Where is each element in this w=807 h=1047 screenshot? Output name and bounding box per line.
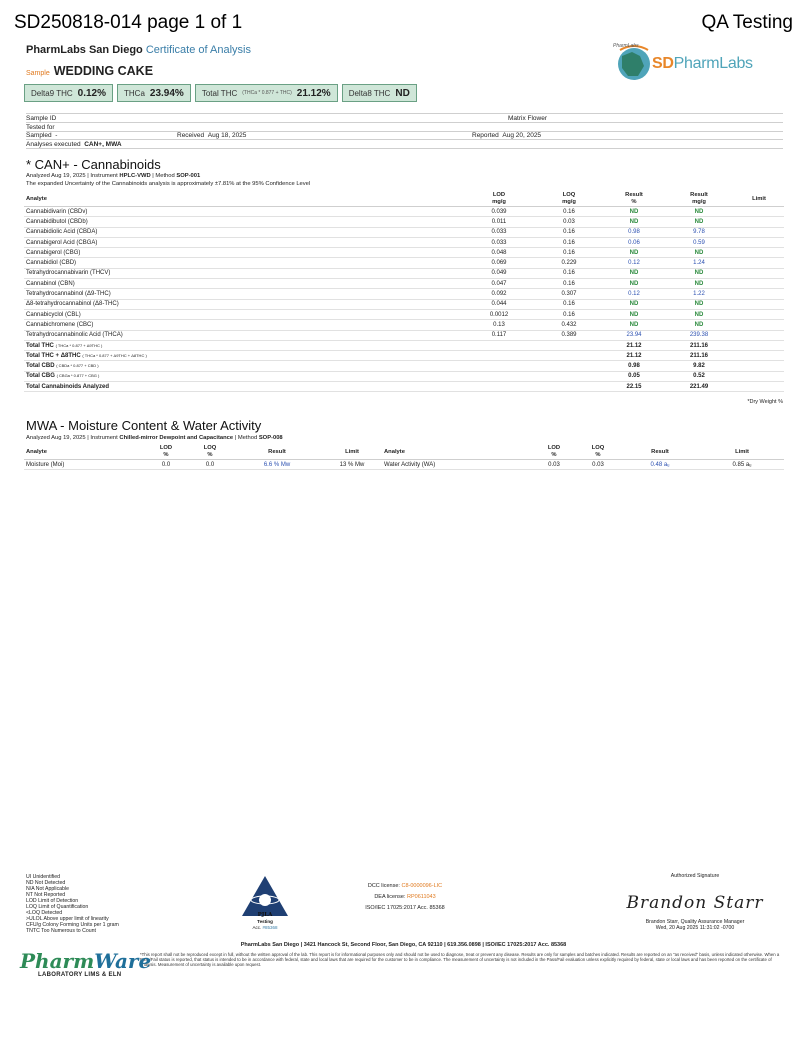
cell-result-pct: 0.12 bbox=[604, 258, 664, 268]
cell-result-pct: ND bbox=[604, 320, 664, 330]
pharmware-word-b: Ware bbox=[94, 949, 152, 973]
signer-name: Brandon Starr, Quality Assurance Manager bbox=[645, 919, 745, 925]
cell-result-mg: 1.22 bbox=[664, 289, 734, 299]
col-lod-2 bbox=[532, 445, 576, 460]
total-name: Total CBG bbox=[26, 373, 55, 380]
cell-lod: 0.0012 bbox=[464, 309, 534, 319]
cell-loq-2: 0.03 bbox=[576, 460, 620, 470]
total-formula: ( CBDa * 0.877 + CBD ) bbox=[56, 363, 99, 369]
cell-limit bbox=[734, 361, 784, 371]
pharmware-wordmark bbox=[20, 949, 152, 973]
cell-loq: 0.16 bbox=[534, 207, 604, 217]
method-value: SOP-001 bbox=[176, 173, 201, 179]
total-name: Total CBD bbox=[26, 363, 55, 370]
col-result: Result bbox=[232, 445, 322, 460]
pjla-acc bbox=[236, 925, 294, 930]
col-loq bbox=[188, 445, 232, 460]
cell-result-pct: ND bbox=[604, 207, 664, 217]
badge-thca bbox=[117, 84, 191, 102]
cell-empty bbox=[534, 361, 604, 371]
total-formula: ( CBGa * 0.877 + CBG ) bbox=[56, 373, 100, 379]
cell-result-mg: ND bbox=[664, 248, 734, 258]
cell-loq: 0.389 bbox=[534, 330, 604, 340]
badge-value: 23.94% bbox=[149, 87, 184, 99]
cell-limit bbox=[734, 279, 784, 289]
cell-lod: 0.047 bbox=[464, 279, 534, 289]
cell-limit bbox=[734, 299, 784, 309]
cell-result-pct: 0.06 bbox=[604, 237, 664, 247]
cell-loq: 0.16 bbox=[534, 299, 604, 309]
cell-limit: 13 % Mw bbox=[322, 460, 382, 470]
cell-lod: 0.117 bbox=[464, 330, 534, 340]
cell-limit bbox=[734, 207, 784, 217]
table-row bbox=[24, 299, 784, 309]
received-value: Aug 18, 2025 bbox=[207, 132, 247, 139]
col-limit: Limit bbox=[322, 445, 382, 460]
cell-result-mg: 0.59 bbox=[664, 237, 734, 247]
cell-loq: 0.229 bbox=[534, 258, 604, 268]
cell-analyte-2: Water Activity (WA) bbox=[382, 460, 532, 470]
sample-name-line bbox=[26, 64, 153, 78]
divider bbox=[26, 148, 783, 149]
cell-limit bbox=[734, 289, 784, 299]
cell-lod: 0.033 bbox=[464, 227, 534, 237]
reported-field bbox=[472, 132, 541, 139]
cell-empty bbox=[534, 371, 604, 381]
cell-analyte: Cannabigerol Acid (CBGA) bbox=[24, 237, 464, 247]
cell-loq: 0.16 bbox=[534, 268, 604, 278]
cell-limit bbox=[734, 217, 784, 227]
cell-result-mg: ND bbox=[664, 207, 734, 217]
cell-result-pct: 0.98 bbox=[604, 227, 664, 237]
cell-analyte: Cannabichromene (CBC) bbox=[24, 320, 464, 330]
moisture-meta bbox=[26, 435, 283, 441]
lab-address: PharmLabs San Diego | 3421 Hancock St, Second Floor, San Diego, CA 92110 | 619.356.0898 | ISO/IEC 17025:2017 Acc. 85368 bbox=[240, 942, 567, 948]
sample-id-label: Sample ID bbox=[26, 115, 57, 122]
cell-lod: 0.011 bbox=[464, 217, 534, 227]
divider bbox=[26, 122, 783, 123]
badge-label: THCa bbox=[124, 88, 145, 98]
cell-total-name bbox=[24, 361, 464, 371]
cell-empty bbox=[464, 340, 534, 350]
cell-result-2: 0.48 aᵤ bbox=[620, 460, 700, 470]
legend-item: >ULOL Above upper limit of linearity bbox=[26, 916, 109, 922]
method-label: | Method bbox=[234, 435, 258, 441]
cell-analyte: Cannabidiol (CBD) bbox=[24, 258, 464, 268]
total-name: Total THC + Δ8THC bbox=[26, 352, 81, 359]
total-row bbox=[24, 351, 784, 361]
cell-result-pct: 23.94 bbox=[604, 330, 664, 340]
logo-pill-text: PharmLabs bbox=[613, 43, 639, 49]
doc-type: Certificate of Analysis bbox=[145, 44, 251, 56]
col-result-2: Result bbox=[620, 445, 700, 460]
summary-badges bbox=[24, 84, 417, 102]
col-analyte-2: Analyte bbox=[382, 445, 532, 460]
dea-value: RP0611043 bbox=[407, 894, 436, 900]
legend-item: N/A Not Applicable bbox=[26, 886, 69, 892]
tested-for-label: Tested for bbox=[26, 124, 55, 131]
cell-total-name bbox=[24, 382, 464, 392]
total-formula: ( THCa * 0.877 + Δ9THC ) bbox=[55, 342, 103, 348]
pharmware-word-a: Pharm bbox=[20, 949, 95, 973]
disclaimer: *This report shall not be reproduced except in full, without the written approval of the lab. This report is for informational purposes only and should not be used to diagnose, treat or prevent any disease. Results are only for samples and batches indicated. Results are reported on an "as received" basis, unless indicated otherwise. When a Pass/Fail status is reported, that status is intended to be in accordance with federal, state and local laws that are required for the customer to be in compliance. The measurement of uncertainty is not included in the Pass/Fail evaluation unless explicitly required by federal, state or local laws and has been reported on the certificate of analysis. Measurement of uncertainty is available upon request. bbox=[140, 952, 780, 967]
report-id: SD250818-014 page 1 of 1 bbox=[14, 12, 243, 33]
moisture-table bbox=[24, 445, 784, 470]
analyzed-date: Analyzed Aug 19, 2025 bbox=[26, 435, 86, 441]
cannabinoids-title: * CAN+ - Cannabinoids bbox=[26, 157, 161, 172]
cell-loq: 0.16 bbox=[534, 309, 604, 319]
table-row bbox=[24, 460, 784, 470]
pjla-acc-value: #85368 bbox=[262, 925, 278, 930]
cell-result-mg: ND bbox=[664, 279, 734, 289]
cell-total-pct: 0.05 bbox=[604, 371, 664, 381]
total-name: Total Cannabinoids Analyzed bbox=[26, 383, 110, 390]
col-result-label: Result bbox=[625, 192, 643, 198]
cannabinoids-table bbox=[24, 192, 784, 392]
badge-label: Delta8 THC bbox=[348, 88, 391, 98]
signature-block bbox=[600, 873, 790, 931]
analyses-value: CAN+, MWA bbox=[84, 141, 122, 148]
pjla-name: PJLA bbox=[257, 912, 273, 918]
dcc-value: C8-0000096-LIC bbox=[401, 883, 443, 889]
matrix-field bbox=[508, 115, 547, 122]
badge-label: Delta9 THC bbox=[31, 88, 73, 98]
cell-result-pct: ND bbox=[604, 248, 664, 258]
cell-total-mg: 211.16 bbox=[664, 340, 734, 350]
sample-name: WEDDING CAKE bbox=[53, 64, 154, 78]
cell-result-pct: ND bbox=[604, 299, 664, 309]
badge-delta9 bbox=[24, 84, 113, 102]
reported-value: Aug 20, 2025 bbox=[502, 132, 542, 139]
analyses-label: Analyses executed bbox=[26, 141, 81, 148]
cell-lod: 0.049 bbox=[464, 268, 534, 278]
col-result-unit: % bbox=[631, 199, 637, 205]
cell-lod: 0.033 bbox=[464, 237, 534, 247]
moisture-title: MWA - Moisture Content & Water Activity bbox=[26, 418, 262, 433]
table-row bbox=[24, 217, 784, 227]
abbreviation-legend bbox=[26, 874, 119, 934]
analyzed-date: Analyzed Aug 19, 2025 bbox=[26, 173, 86, 179]
cell-analyte: Cannabidiolic Acid (CBDA) bbox=[24, 227, 464, 237]
cell-analyte: Cannabinol (CBN) bbox=[24, 279, 464, 289]
cannabinoids-meta bbox=[26, 173, 200, 179]
table-row bbox=[24, 237, 784, 247]
legend-item: CFU/g Colony Forming Units per 1 gram bbox=[26, 922, 119, 928]
logo-wordmark bbox=[652, 55, 753, 73]
cell-lod-2: 0.03 bbox=[532, 460, 576, 470]
table-row bbox=[24, 258, 784, 268]
total-row bbox=[24, 371, 784, 381]
col-analyte: Analyte bbox=[24, 445, 144, 460]
logo-wordmark-b: PharmLabs bbox=[673, 55, 753, 72]
col-result-pct bbox=[604, 192, 664, 207]
license-info bbox=[330, 881, 480, 914]
table-header-row bbox=[24, 445, 784, 460]
cell-empty bbox=[464, 351, 534, 361]
analyses-field bbox=[26, 141, 122, 148]
cell-limit bbox=[734, 371, 784, 381]
cell-total-pct: 22.15 bbox=[604, 382, 664, 392]
col-limit-2: Limit bbox=[700, 445, 784, 460]
cell-analyte: Cannabigerol (CBG) bbox=[24, 248, 464, 258]
cell-lod: 0.092 bbox=[464, 289, 534, 299]
cell-result-mg: 1.24 bbox=[664, 258, 734, 268]
cell-total-name bbox=[24, 351, 464, 361]
sampled-label: Sampled bbox=[26, 132, 52, 139]
cell-loq: 0.16 bbox=[534, 248, 604, 258]
table-row bbox=[24, 207, 784, 217]
pharmware-logo bbox=[20, 949, 152, 982]
col-limit: Limit bbox=[734, 192, 784, 207]
col-loq-unit: mg/g bbox=[562, 199, 576, 205]
table-row bbox=[24, 268, 784, 278]
cell-loq: 0.03 bbox=[534, 217, 604, 227]
cell-total-mg: 0.52 bbox=[664, 371, 734, 381]
matrix-label: Matrix bbox=[508, 115, 526, 122]
cell-limit bbox=[734, 351, 784, 361]
legend-item: LOQ Limit of Quantification bbox=[26, 904, 89, 910]
table-row bbox=[24, 279, 784, 289]
dea-license bbox=[330, 892, 480, 903]
sampled-field bbox=[26, 132, 57, 139]
divider bbox=[26, 131, 783, 132]
col-loq bbox=[534, 192, 604, 207]
cell-result-pct: 0.12 bbox=[604, 289, 664, 299]
cell-limit bbox=[734, 382, 784, 392]
badge-sub: (THCa * 0.877 + THC) bbox=[242, 90, 292, 96]
reported-label: Reported bbox=[472, 132, 499, 139]
received-label: Received bbox=[177, 132, 205, 139]
table-row bbox=[24, 248, 784, 258]
cell-analyte: Tetrahydrocannabinolic Acid (THCA) bbox=[24, 330, 464, 340]
cell-analyte: Tetrahydrocannabinol (Δ9-THC) bbox=[24, 289, 464, 299]
cell-total-mg: 211.16 bbox=[664, 351, 734, 361]
dry-weight-footnote: *Dry Weight % bbox=[747, 399, 783, 405]
cell-result-pct: ND bbox=[604, 279, 664, 289]
cell-limit bbox=[734, 268, 784, 278]
legend-item: UI Unidentified bbox=[26, 874, 61, 880]
cell-analyte: Cannabidivarin (CBDv) bbox=[24, 207, 464, 217]
cell-result-pct: ND bbox=[604, 309, 664, 319]
instrument-value: Chilled-mirror Dewpoint and Capacitance bbox=[119, 435, 234, 441]
col-lod-unit: mg/g bbox=[492, 199, 506, 205]
lab-name bbox=[26, 44, 251, 56]
badge-total-thc bbox=[195, 84, 338, 102]
logo-wordmark-a: SD bbox=[652, 55, 674, 72]
cell-result-mg: 9.78 bbox=[664, 227, 734, 237]
col-lod-unit: % bbox=[551, 452, 557, 458]
authorized-signature-label: Authorized Signature bbox=[670, 873, 720, 879]
cell-limit bbox=[734, 320, 784, 330]
cell-loq: 0.432 bbox=[534, 320, 604, 330]
dcc-license bbox=[330, 881, 480, 892]
badge-value: 0.12% bbox=[77, 87, 107, 99]
cell-limit bbox=[734, 237, 784, 247]
col-analyte: Analyte bbox=[24, 192, 464, 207]
matrix-value: Flower bbox=[527, 115, 548, 122]
cell-loq: 0.307 bbox=[534, 289, 604, 299]
table-row bbox=[24, 289, 784, 299]
col-result-mg bbox=[664, 192, 734, 207]
lab-name-text: PharmLabs San Diego bbox=[26, 44, 143, 56]
badge-delta8 bbox=[342, 84, 417, 102]
cell-total-mg: 221.49 bbox=[664, 382, 734, 392]
cell-result-mg: ND bbox=[664, 320, 734, 330]
instrument-label: | Instrument bbox=[87, 435, 118, 441]
cell-lod: 0.13 bbox=[464, 320, 534, 330]
col-loq-label: LOQ bbox=[562, 192, 576, 198]
cell-loq: 0.16 bbox=[534, 237, 604, 247]
cell-loq: 0.16 bbox=[534, 227, 604, 237]
iso-accreditation: ISO/IEC 17025:2017 Acc. 85368 bbox=[365, 905, 445, 911]
cell-analyte: Tetrahydrocannabivarin (THCV) bbox=[24, 268, 464, 278]
table-header-row bbox=[24, 192, 784, 207]
cell-limit bbox=[734, 340, 784, 350]
cell-result-mg: ND bbox=[664, 299, 734, 309]
cell-empty bbox=[464, 361, 534, 371]
badge-value: ND bbox=[395, 87, 410, 99]
signed-at: Wed, 20 Aug 2025 11:31:02 -0700 bbox=[655, 925, 735, 931]
method-label: | Method bbox=[152, 173, 175, 179]
col-result-unit: mg/g bbox=[692, 199, 706, 205]
cell-lod: 0.048 bbox=[464, 248, 534, 258]
table-row bbox=[24, 309, 784, 319]
cell-lod: 0.0 bbox=[144, 460, 188, 470]
legend-item: NT Not Reported bbox=[26, 892, 66, 898]
cell-result-pct: ND bbox=[604, 217, 664, 227]
signature: Brandon Starr bbox=[626, 893, 764, 913]
cell-total-pct: 21.12 bbox=[604, 351, 664, 361]
total-row bbox=[24, 382, 784, 392]
divider bbox=[26, 113, 783, 114]
table-row bbox=[24, 320, 784, 330]
cell-total-pct: 21.12 bbox=[604, 340, 664, 350]
uncertainty-note: The expanded Uncertainty of the Cannabinoids analysis is approximately ±7.81% at the 95% Confidence Level bbox=[26, 181, 311, 187]
cell-total-mg: 9.82 bbox=[664, 361, 734, 371]
cell-loq: 0.16 bbox=[534, 279, 604, 289]
cell-result-mg: ND bbox=[664, 309, 734, 319]
col-result-label: Result bbox=[690, 192, 708, 198]
col-lod-unit: % bbox=[163, 452, 169, 458]
sampled-value: - bbox=[55, 132, 58, 139]
cell-analyte: Cannabicyclol (CBL) bbox=[24, 309, 464, 319]
col-lod bbox=[144, 445, 188, 460]
total-row bbox=[24, 361, 784, 371]
pharmware-sub: LABORATORY LIMS & ELN bbox=[38, 972, 122, 978]
col-loq-2 bbox=[576, 445, 620, 460]
cell-limit bbox=[734, 258, 784, 268]
col-lod bbox=[464, 192, 534, 207]
cell-result-mg: ND bbox=[664, 217, 734, 227]
cell-limit bbox=[734, 309, 784, 319]
cell-lod: 0.044 bbox=[464, 299, 534, 309]
cell-result: 6.6 % Mw bbox=[232, 460, 322, 470]
cell-analyte: Δ8-tetrahydrocannabinol (Δ8-THC) bbox=[24, 299, 464, 309]
cell-result-mg: ND bbox=[664, 268, 734, 278]
cell-result-mg: 239.38 bbox=[664, 330, 734, 340]
col-loq-unit: % bbox=[595, 452, 601, 458]
cell-analyte: Moisture (Moi) bbox=[24, 460, 144, 470]
cell-empty bbox=[534, 340, 604, 350]
legend-item: TNTC Too Numerous to Count bbox=[26, 928, 96, 934]
total-formula: ( THCa * 0.877 + Δ9THC + Δ8THC ) bbox=[82, 352, 147, 358]
dea-label: DEA license: bbox=[374, 894, 406, 900]
col-loq-label: LOQ bbox=[591, 445, 605, 451]
badge-value: 21.12% bbox=[296, 87, 331, 99]
cell-limit bbox=[734, 248, 784, 258]
table-row bbox=[24, 330, 784, 340]
cell-analyte: Cannabidibutol (CBDb) bbox=[24, 217, 464, 227]
cell-total-pct: 0.98 bbox=[604, 361, 664, 371]
cell-limit bbox=[734, 330, 784, 340]
cell-empty bbox=[534, 351, 604, 361]
cell-empty bbox=[464, 371, 534, 381]
col-lod-label: LOD bbox=[159, 445, 173, 451]
cell-total-name bbox=[24, 371, 464, 381]
col-lod-label: LOD bbox=[547, 445, 561, 451]
cell-lod: 0.069 bbox=[464, 258, 534, 268]
col-loq-label: LOQ bbox=[203, 445, 217, 451]
badge-label: Total THC bbox=[201, 88, 238, 98]
cell-limit-2: 0.85 aᵤ bbox=[700, 460, 784, 470]
legend-item: <LOQ Detected bbox=[26, 910, 63, 916]
total-name: Total THC bbox=[26, 342, 54, 349]
cell-empty bbox=[464, 382, 534, 392]
legend-item: LOD Limit of Detection bbox=[26, 898, 79, 904]
dcc-label: DCC license: bbox=[367, 883, 400, 889]
cell-result-pct: ND bbox=[604, 268, 664, 278]
total-row bbox=[24, 340, 784, 350]
method-value: SOP-008 bbox=[258, 435, 283, 441]
instrument-label: | Instrument bbox=[87, 173, 118, 179]
instrument-value: HPLC-VWD bbox=[119, 173, 151, 179]
legend-item: ND Not Detected bbox=[26, 880, 66, 886]
sample-label: Sample bbox=[26, 70, 50, 77]
pjla-sub: Testing bbox=[257, 919, 273, 924]
received-field bbox=[177, 132, 246, 139]
cell-lod: 0.039 bbox=[464, 207, 534, 217]
qa-testing-label: QA Testing bbox=[701, 12, 793, 33]
cell-total-name bbox=[24, 340, 464, 350]
pjla-acc-label: Acc. bbox=[252, 925, 262, 930]
table-row bbox=[24, 227, 784, 237]
cell-loq: 0.0 bbox=[188, 460, 232, 470]
divider bbox=[26, 139, 783, 140]
col-lod-label: LOD bbox=[492, 192, 506, 198]
col-loq-unit: % bbox=[207, 452, 213, 458]
cell-limit bbox=[734, 227, 784, 237]
cell-empty bbox=[534, 382, 604, 392]
